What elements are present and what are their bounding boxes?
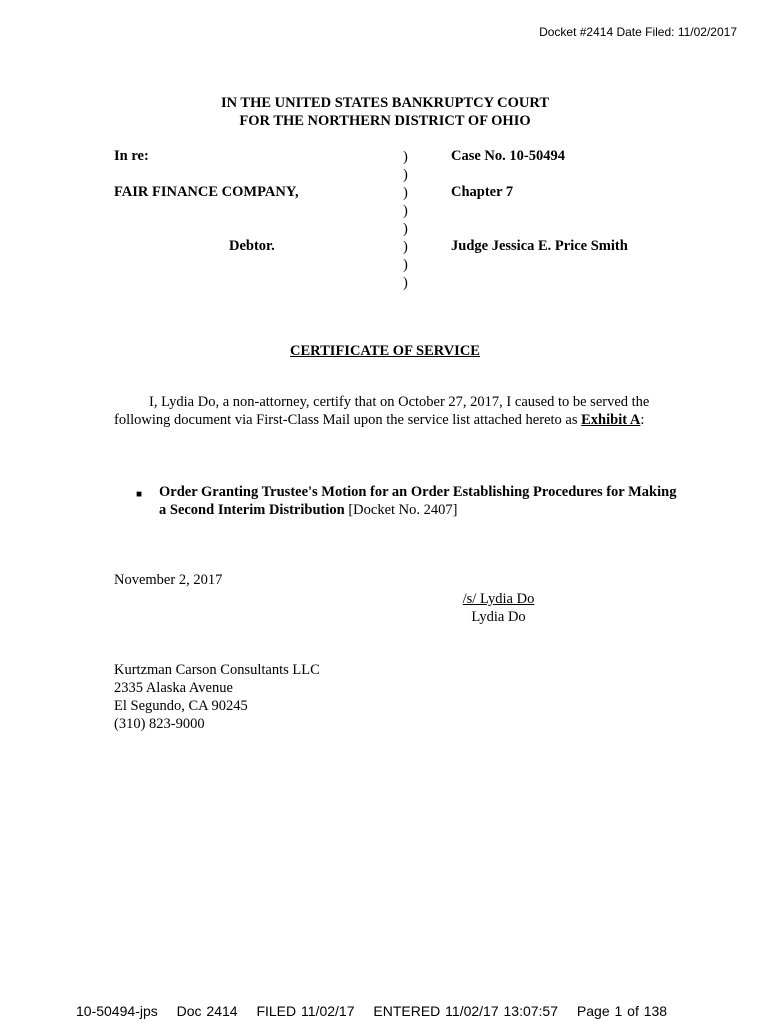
served-document-docket: [Docket No. 2407]: [344, 502, 458, 518]
caption-paren: ): [403, 203, 408, 219]
caption-paren: ): [403, 149, 408, 165]
court-name: IN THE UNITED STATES BANKRUPTCY COURT: [220, 95, 550, 111]
court-district: FOR THE NORTHERN DISTRICT OF OHIO: [239, 113, 531, 129]
page-footer: [76, 1003, 681, 1019]
exhibit-reference: Exhibit A: [581, 412, 641, 428]
signature-date: November 2, 2017: [114, 572, 223, 588]
served-document-title: Order Granting Trustee's Motion for an Order Establishing Procedures for Making a Second Interim Distribution: [159, 484, 677, 518]
certification-paragraph: [114, 393, 674, 429]
company-name: Kurtzman Carson Consultants LLC: [114, 662, 320, 678]
document-title: CERTIFICATE OF SERVICE: [290, 343, 480, 359]
footer-entered: ENTERED 11/02/17 13:07:57: [373, 1003, 559, 1019]
caption-parens: [403, 148, 408, 292]
caption-paren: ): [403, 167, 408, 183]
phone-number: (310) 823-9000: [114, 716, 205, 732]
footer-case: 10-50494-jps: [76, 1003, 158, 1019]
caption-paren: ): [403, 275, 408, 291]
chapter: Chapter 7: [451, 184, 514, 200]
caption-paren: ): [403, 185, 408, 201]
in-re-label: In re:: [114, 148, 149, 164]
footer-filed: FILED 11/02/17: [256, 1003, 355, 1019]
caption-paren: ): [403, 257, 408, 273]
bullet-icon: ■: [136, 489, 143, 500]
caption-paren: ): [403, 239, 408, 255]
city-state-zip: El Segundo, CA 90245: [114, 698, 248, 714]
docket-stamp: Docket #2414 Date Filed: 11/02/2017: [539, 25, 737, 39]
debtor-label: Debtor.: [229, 238, 275, 254]
certification-text: I, Lydia Do, a non-attorney, certify that on October 27, 2017, I caused to be served the following document via First-Class Mail upon the service list attached hereto as: [114, 394, 650, 428]
street-address: 2335 Alaska Avenue: [114, 680, 233, 696]
judge: Judge Jessica E. Price Smith: [451, 238, 628, 254]
case-number: Case No. 10-50494: [451, 148, 565, 164]
signature-block: [430, 590, 567, 626]
footer-page: Page 1 of 138: [576, 1003, 668, 1019]
caption-paren: ): [403, 221, 408, 237]
footer-doc: Doc 2414: [176, 1003, 238, 1019]
signature-line: /s/ Lydia Do: [462, 591, 535, 607]
court-heading: [0, 94, 770, 130]
address-block: [114, 661, 320, 733]
served-document: [159, 483, 679, 519]
certification-colon: :: [640, 412, 645, 428]
signer-name: Lydia Do: [471, 609, 526, 625]
debtor-party-name: FAIR FINANCE COMPANY,: [114, 184, 299, 200]
